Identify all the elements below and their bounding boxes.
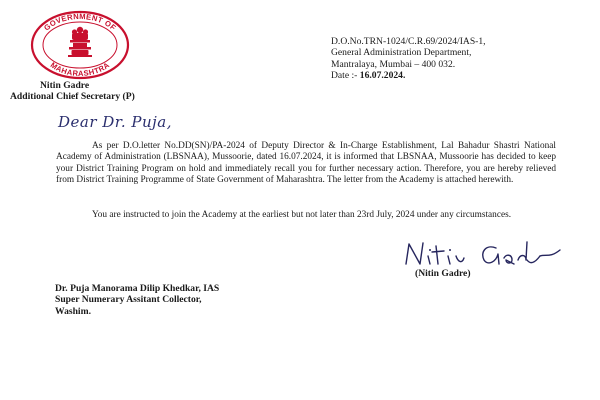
body-paragraph-1 [56,141,556,186]
date-label: Date :- [331,70,358,82]
government-seal-emblem [28,8,132,82]
recipient-block [55,283,219,317]
body-paragraph-1-text: As per D.O.letter No.DD(SN)/PA-2024 of Deputy Director & In-Charge Establishment, Lal Bahadur Shastri National Academy of Administration (LBSNAA), Mussoorie, dated 16.07.2024, it is informed that LBSNAA, Mussoorie has decided to keep your District Training Program on hold and immediately recall you for further necessary action. Therefore, you are hereby relieved from District Training Programme of State Government of Maharashtra. The letter from the Academy is attached herewith. [56,141,556,185]
reference-date-line [331,70,486,81]
sender-block [10,80,135,102]
recipient-designation: Super Numerary Assitant Collector, [55,294,202,306]
sender-designation: Additional Chief Secretary (P) [10,91,135,102]
letter-date: 16.07.2024. [359,70,406,82]
body-paragraph-2-text: You are instructed to join the Academy at the earliest but not later than 23rd July, 2024 under any circumstances. [92,210,512,220]
handwritten-salutation: Dear Dr. Puja, [58,113,172,131]
lion-capital-icon [68,27,92,57]
body-paragraph-2 [56,210,556,221]
reference-department: General Administration Department, [331,47,472,59]
handwritten-signature [400,238,570,270]
signer-name: (Nitin Gadre) [415,268,471,279]
sender-name: Nitin Gadre [40,80,90,91]
recipient-name: Dr. Puja Manorama Dilip Khedkar, IAS [55,283,220,294]
reference-address: Mantralaya, Mumbai – 400 032. [331,58,456,70]
recipient-location: Washim. [55,305,91,317]
seal-top-text: GOVERNMENT OF [42,11,118,33]
reference-number: D.O.No.TRN-1024/C.R.69/2024/IAS-1, [331,36,486,47]
reference-block [331,36,486,82]
seal-bottom-text: MAHARASHTRA [48,60,112,79]
